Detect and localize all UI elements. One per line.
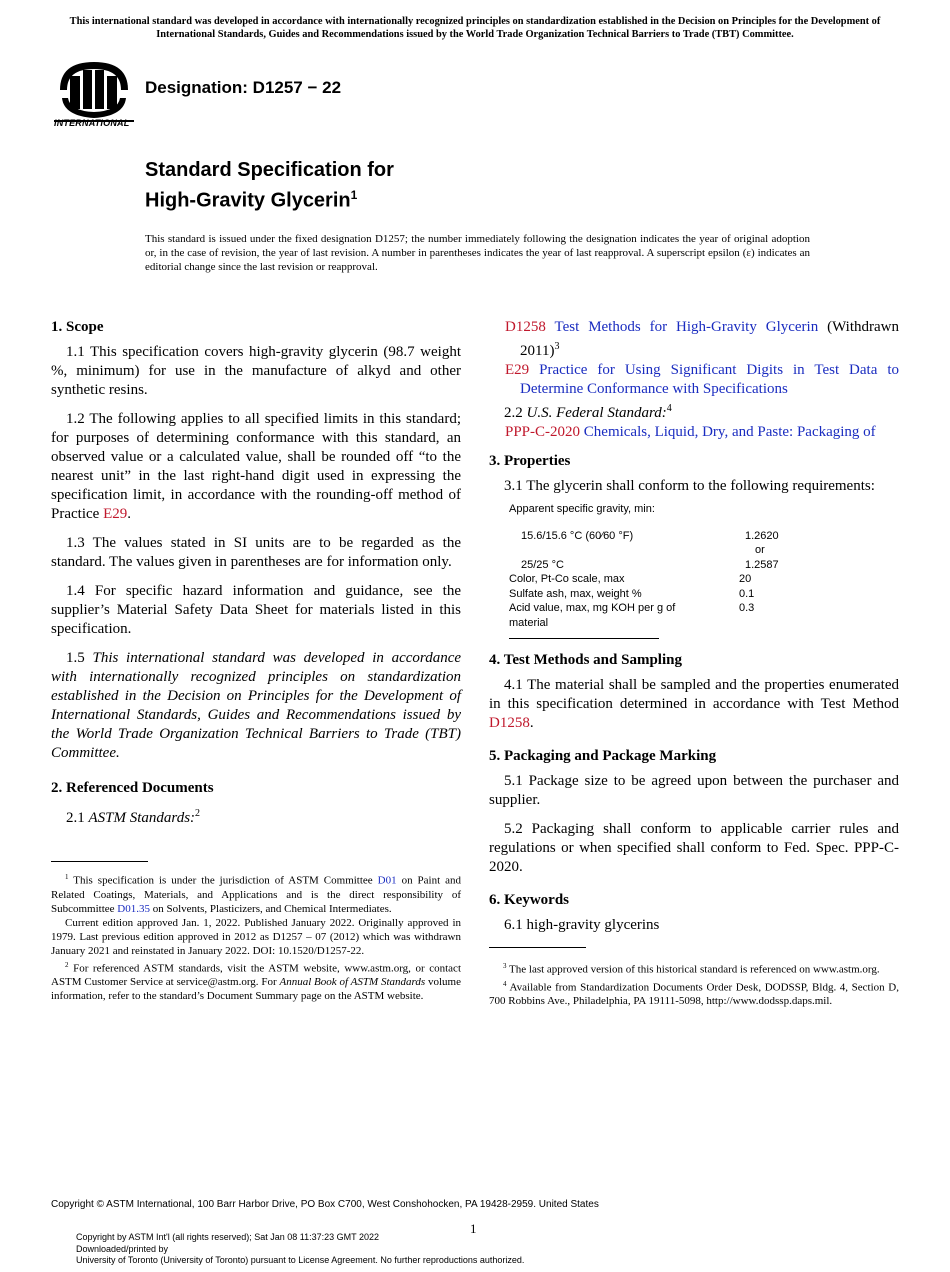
table-cell: Acid value, max, mg KOH per g of material (509, 602, 676, 629)
link-d1258-code[interactable]: D1258 (505, 319, 546, 335)
table-cell: 20 (739, 573, 752, 585)
license-line-1: Copyright by ASTM Int'l (all rights reserved); Sat Jan 08 11:37:23 GMT 2022 (76, 1232, 380, 1242)
para-6-1: 6.1 high-gravity glycerins (504, 917, 660, 933)
link-e29[interactable]: E29 (103, 506, 128, 522)
para-1-2 (51, 410, 461, 524)
footnote-1-a: This specification is under the jurisdiction of ASTM Committee (68, 874, 378, 887)
page-number: 1 (470, 1221, 477, 1236)
para-5-2: 5.2 Packaging shall conform to applicable carrier rules and regulations or when specified shall conform to Fed. Spec. PPP-C-2020. (489, 821, 899, 875)
para-1-5-num: 1.5 (66, 650, 93, 666)
para-3-1: 3.1 The glycerin shall conform to the following requirements: (504, 478, 875, 494)
table-row (509, 587, 899, 602)
footnote-2-num: 2 (65, 960, 69, 969)
ref-e29 (489, 361, 899, 399)
license-notice (76, 1232, 524, 1267)
para-2-2 (489, 399, 899, 423)
para-1-3: 1.3 The values stated in SI units are to be regarded as the standard. The values given in parentheses are for information only. (51, 535, 461, 570)
title-line-2 (145, 183, 394, 214)
footnote-1-num: 1 (65, 873, 69, 881)
ref-d1258 (489, 318, 899, 361)
footnote-1-b: on Paint and Related Coatings, Materials, and Applications and is the direct responsibility of Subcommittee (51, 874, 462, 915)
footnote-1-edition: Current edition approved Jan. 1, 2022. Published January 2022. Originally approved in 1979. Last previous edition approved in 2012 as D1257 – 07 (2012) which was withdrawn January 2021 and reinstated in January 2022. DOI: 10.1520/D1257-22. (51, 916, 461, 957)
link-e29-title[interactable]: Practice for Using Significant Digits in Test Data to Determine Conformance with Specifications (520, 362, 899, 397)
link-ppp-title[interactable]: Chemicals, Liquid, Dry, and Paste: Packaging of (583, 424, 876, 440)
para-1-2-text: 1.2 The following applies to all specified limits in this standard; for purposes of determining conformance with this standard, an observed value or a calculated value, shall be rounded off “to the nearest unit” in the last right-hand digit used in expressing the specification limit, in accordance with the rounding-off method of Practice (51, 411, 461, 522)
link-d01-35[interactable]: D01.35 (117, 902, 150, 915)
table-cell: 15.6/15.6 °C (60⁄60 °F) (521, 529, 634, 542)
para-4-1-text: 4.1 The material shall be sampled and the properties enumerated in this specification determined in accordance with Test Method (489, 677, 899, 712)
footnote-2-a: For referenced ASTM standards, visit the ASTM website, www.astm.org, or contact ASTM Customer Service at service@astm.org. For (51, 962, 461, 989)
table-row (509, 601, 899, 630)
footnote-3-num: 3 (503, 962, 507, 970)
footnotes-left (51, 870, 461, 1003)
footnote-1 (51, 870, 461, 916)
ref-ppp-c-2020 (489, 423, 899, 442)
table-cell: Color, Pt-Co scale, max (509, 573, 625, 585)
table-row (509, 543, 899, 558)
table-cell: 0.1 (739, 587, 755, 600)
table-cell: 0.3 (739, 602, 755, 614)
table-row (509, 529, 899, 544)
table-cell: 1.2620 (745, 529, 779, 542)
section-5-heading: 5. Packaging and Package Marking (489, 748, 717, 764)
footnote-rule-right (489, 947, 586, 948)
footnote-ref-3: 3 (554, 341, 560, 352)
ref-d1258-note: (Withdrawn 2011) (520, 319, 900, 359)
para-2-2-num: 2.2 (504, 405, 527, 421)
table-row (509, 502, 899, 517)
copyright-line: Copyright © ASTM International, 100 Barr Harbor Drive, PO Box C700, West Conshohocken, PA 19428-2959. United States (51, 1199, 599, 1210)
para-1-5 (51, 649, 461, 763)
para-4-1-end: . (529, 715, 534, 731)
table-end-rule (509, 638, 659, 639)
link-d1258-title[interactable]: Test Methods for High-Gravity Glycerin (554, 319, 819, 335)
table-cell: 25/25 °C (521, 558, 564, 571)
footnote-rule-left (51, 861, 148, 862)
footnote-3 (489, 959, 899, 977)
license-line-2: Downloaded/printed by (76, 1243, 169, 1254)
astm-logo (52, 58, 136, 134)
section-6-heading: 6. Keywords (489, 892, 569, 908)
table-cell: Sulfate ash, max, weight % (509, 587, 642, 600)
left-column (51, 318, 461, 838)
tbt-banner: This international standard was developed in accordance with internationally recognized principles on standardization established in the Decision on Principles for the Development of International Standards, Guides and Recommendations issued by the World Trade Organization Technical Barriers to Trade (TBT) Committee. (69, 16, 881, 40)
link-d1258[interactable]: D1258 (489, 715, 530, 731)
logo-wordmark: INTERNATIONAL (54, 118, 130, 128)
table-cell: or (755, 544, 765, 556)
footnote-4-num: 4 (503, 979, 507, 988)
para-2-2-text: U.S. Federal Standard: (526, 405, 667, 421)
footnote-4 (489, 977, 899, 1009)
title-footnote-ref: 1 (350, 188, 358, 202)
footnote-2 (51, 958, 461, 1004)
footnote-ref-4: 4 (666, 403, 672, 414)
section-1-heading: 1. Scope (51, 319, 104, 335)
license-line-3: University of Toronto (University of Toronto) pursuant to License Agreement. No further reproductions authorized. (76, 1255, 525, 1265)
para-1-5-text: This international standard was developed in accordance with internationally recognized principles on standardization established in the Decision on Principles for the Development of International Standards, Guides and Recommendations issued by the World Trade Organization Technical Barriers to Trade (TBT) Committee. (51, 650, 462, 761)
para-2-1 (51, 804, 461, 828)
para-5-1: 5.1 Package size to be agreed upon between the purchaser and supplier. (489, 773, 899, 808)
link-ppp-code[interactable]: PPP-C-2020 (505, 424, 581, 440)
para-4-1 (489, 676, 899, 733)
link-e29-code[interactable]: E29 (505, 362, 530, 378)
para-1-4: 1.4 For specific hazard information and guidance, see the supplier’s Material Safety Data Sheet for materials listed in this specification. (51, 583, 461, 637)
title-line-1: Standard Specification for (145, 159, 394, 181)
footnotes-right (489, 959, 899, 1008)
footnote-ref-2: 2 (195, 808, 201, 819)
footnote-2-b: volume information, refer to the standard’s Document Summary page on the ASTM website. (51, 976, 461, 1003)
para-1-1: 1.1 This specification covers high-gravity glycerin (98.7 weight %, minimum) for use in the manufacture of alkyd and other synthetic resins. (51, 344, 461, 398)
table-row (509, 572, 899, 587)
table-cell-empty (509, 543, 739, 558)
table-cell: 1.2587 (745, 558, 779, 571)
para-2-1-text: ASTM Standards: (88, 810, 196, 826)
designation: Designation: D1257 − 22 (145, 78, 342, 97)
designation-notice: This standard is issued under the fixed designation D1257; the number immediately following the designation indicates the year of original adoption or, in the case of revision, the year of last revision. A number in parentheses indicates the year of last reapproval. A superscript epsilon (ε) indicates an editorial change since the last revision or reapproval. (145, 233, 810, 273)
section-2-heading: 2. Referenced Documents (51, 780, 214, 796)
footnote-4-text: Available from Standardization Documents Order Desk, DODSSP, Bldg. 4, Section D, 700 Robbins Ave., Philadelphia, PA 19111-5098, http://www.dodssp.daps.mil. (489, 981, 899, 1008)
link-d01[interactable]: D01 (377, 874, 397, 887)
footnote-3-text: The last approved version of this historical standard is referenced on www.astm.org. (506, 963, 880, 976)
table-cell: Apparent specific gravity, min: (509, 503, 655, 515)
footnote-2-italic: Annual Book of ASTM Standards (279, 976, 426, 989)
section-4-heading: 4. Test Methods and Sampling (489, 652, 682, 668)
section-3-heading: 3. Properties (489, 453, 571, 469)
title-text: High-Gravity Glycerin (145, 189, 351, 212)
para-1-2-end: . (127, 506, 131, 522)
para-2-1-num: 2.1 (66, 810, 89, 826)
footnote-1-c: on Solvents, Plasticizers, and Chemical Intermediates. (150, 902, 392, 915)
properties-table (509, 502, 899, 630)
right-column (489, 318, 899, 945)
document-title (145, 158, 394, 214)
table-row (509, 558, 899, 573)
